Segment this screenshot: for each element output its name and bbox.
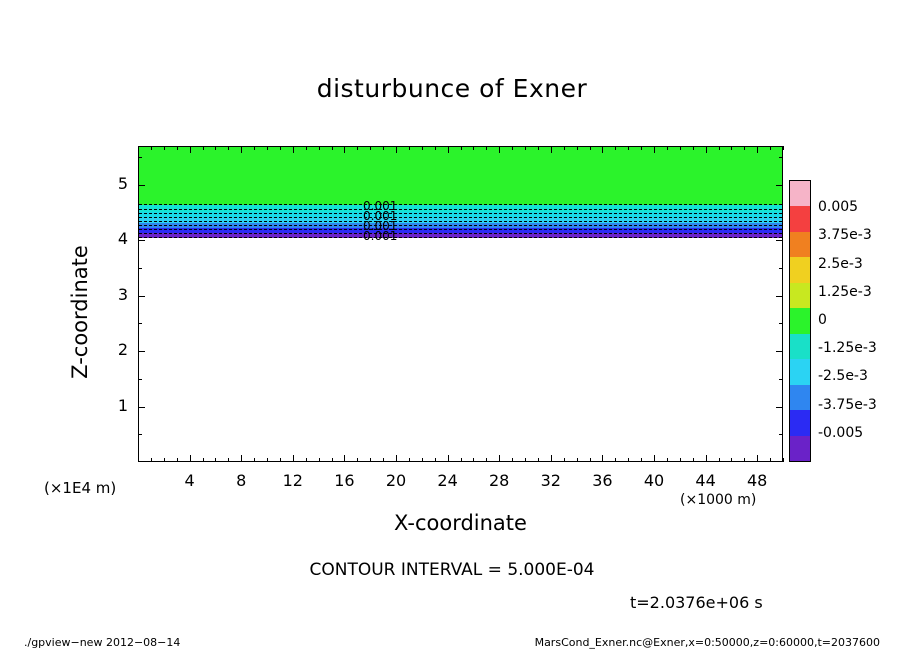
x-tick-label: 8 [236, 471, 247, 490]
contour-line [139, 233, 782, 234]
x-tick [409, 458, 410, 462]
time-label: t=2.0376e+06 s [630, 593, 763, 612]
x-tick [306, 458, 307, 462]
x-tick-label: 12 [282, 471, 303, 490]
x-tick [486, 146, 487, 150]
x-tick [615, 146, 616, 150]
contour-line [139, 237, 782, 238]
x-tick [770, 146, 771, 150]
y-tick [779, 157, 783, 158]
x-tick [744, 458, 745, 462]
contour-value-label: 0.001 [363, 199, 398, 213]
x-tick [203, 146, 204, 150]
y-tick [776, 185, 783, 186]
x-tick [164, 458, 165, 462]
x-tick [602, 455, 603, 462]
x-tick [486, 458, 487, 462]
colorbar-tick-label: 1.25e-3 [818, 283, 872, 300]
colorbar-cell [790, 232, 810, 257]
x-tick [590, 458, 591, 462]
x-tick [190, 455, 191, 462]
x-tick [551, 455, 552, 462]
x-tick [564, 458, 565, 462]
colorbar-tick-label: 3.75e-3 [818, 227, 872, 244]
x-tick [693, 458, 694, 462]
x-tick [280, 146, 281, 150]
x-tick [422, 458, 423, 462]
y-tick [779, 213, 783, 214]
colorbar-cell [790, 181, 810, 206]
y-tick [138, 434, 142, 435]
y-tick-label: 4 [117, 229, 128, 249]
x-tick [564, 146, 565, 150]
color-band-green [139, 147, 782, 205]
x-tick [409, 146, 410, 150]
x-tick [228, 146, 229, 150]
x-tick [293, 146, 294, 153]
contour-value-label: 0.001 [363, 209, 398, 223]
y-tick [138, 268, 142, 269]
x-tick [370, 146, 371, 150]
contour-line [139, 209, 782, 210]
y-tick-label: 3 [117, 284, 128, 304]
colorbar-tick-label: -1.25e-3 [818, 340, 877, 357]
x-tick [215, 146, 216, 150]
contour-line [139, 221, 782, 222]
contour-line [139, 217, 782, 218]
y-tick [776, 407, 783, 408]
page-title: disturbunce of Exner [316, 74, 588, 103]
colorbar-tick-label: -3.75e-3 [818, 396, 877, 413]
x-tick [719, 458, 720, 462]
x-tick [177, 458, 178, 462]
x-tick [357, 458, 358, 462]
x-tick [254, 146, 255, 150]
x-tick [357, 146, 358, 150]
x-tick [473, 146, 474, 150]
x-tick-label: 44 [695, 471, 716, 490]
y-tick [779, 434, 783, 435]
x-tick [203, 458, 204, 462]
contour-line [139, 229, 782, 230]
x-tick [383, 146, 384, 150]
colorbar-cell [790, 308, 810, 333]
x-tick [654, 146, 655, 153]
y-axis-unit-label: (×1E4 m) [44, 479, 117, 497]
x-tick [177, 146, 178, 150]
x-tick [267, 458, 268, 462]
x-tick [461, 458, 462, 462]
footer-left-text: ./gpview−new 2012−08−14 [24, 636, 181, 649]
colorbar-cell [790, 257, 810, 282]
x-tick [499, 455, 500, 462]
x-tick-label: 48 [747, 471, 768, 490]
x-tick [422, 146, 423, 150]
x-tick [654, 455, 655, 462]
x-tick [396, 455, 397, 462]
y-tick-label: 2 [117, 340, 128, 360]
x-tick [435, 146, 436, 150]
y-tick [138, 240, 145, 241]
y-tick-label: 5 [117, 173, 128, 193]
x-tick [164, 146, 165, 150]
x-tick [228, 458, 229, 462]
contour-value-label: 0.001 [363, 219, 398, 233]
y-tick-label: 1 [117, 395, 128, 415]
y-tick [776, 351, 783, 352]
x-tick [448, 146, 449, 153]
x-tick [641, 458, 642, 462]
x-tick-label: 28 [489, 471, 510, 490]
x-tick [667, 146, 668, 150]
x-tick [241, 455, 242, 462]
x-tick [370, 458, 371, 462]
x-tick-label: 4 [184, 471, 195, 490]
colorbar [789, 180, 811, 462]
x-tick [332, 146, 333, 150]
y-tick [779, 323, 783, 324]
colorbar-cell [790, 436, 810, 461]
colorbar-tick-label: 0.005 [818, 199, 859, 216]
colorbar-tick-label: 2.5e-3 [818, 255, 863, 272]
contour-line [139, 225, 782, 226]
x-tick-label: 36 [592, 471, 613, 490]
x-tick [241, 146, 242, 153]
x-tick-label: 24 [437, 471, 458, 490]
x-tick [525, 458, 526, 462]
y-tick [776, 296, 783, 297]
plot-area [138, 146, 783, 462]
x-tick [538, 458, 539, 462]
x-tick [461, 146, 462, 150]
x-tick [344, 455, 345, 462]
footer-right-text: MarsCond_Exner.nc@Exner,x=0:50000,z=0:60000,t=2037600 [534, 636, 880, 649]
colorbar-cell [790, 283, 810, 308]
x-tick [293, 455, 294, 462]
x-tick [306, 146, 307, 150]
y-tick [138, 157, 142, 158]
x-tick [770, 458, 771, 462]
y-tick [138, 379, 142, 380]
color-band-empty [139, 238, 782, 462]
x-tick [680, 146, 681, 150]
x-tick [719, 146, 720, 150]
x-tick-label: 20 [385, 471, 407, 490]
colorbar-cell [790, 385, 810, 410]
x-tick [151, 146, 152, 150]
x-tick [396, 146, 397, 153]
x-tick [731, 146, 732, 150]
x-tick [383, 458, 384, 462]
x-tick [783, 146, 784, 150]
colorbar-tick-label: 0 [818, 312, 827, 328]
x-tick [706, 455, 707, 462]
x-tick [577, 146, 578, 150]
x-tick [254, 458, 255, 462]
x-tick [344, 146, 345, 153]
x-tick [435, 458, 436, 462]
x-tick-label: 40 [643, 471, 665, 490]
x-tick [577, 458, 578, 462]
x-tick [319, 458, 320, 462]
x-tick [731, 458, 732, 462]
x-axis-unit-label: (×1000 m) [680, 492, 757, 508]
x-tick [693, 146, 694, 150]
x-tick [319, 146, 320, 150]
contour-interval-text: CONTOUR INTERVAL = 5.000E-04 [309, 560, 595, 580]
x-tick [628, 146, 629, 150]
x-tick [499, 146, 500, 153]
x-tick [757, 146, 758, 153]
y-tick [138, 296, 145, 297]
x-tick [215, 458, 216, 462]
y-tick [779, 379, 783, 380]
x-tick [267, 146, 268, 150]
y-tick [138, 351, 145, 352]
contour-line [139, 213, 782, 214]
colorbar-tick-label: -0.005 [818, 424, 864, 441]
colorbar-cell [790, 359, 810, 384]
y-tick [776, 240, 783, 241]
y-axis-title: Z-coordinate [68, 245, 92, 379]
y-tick [138, 323, 142, 324]
x-tick [744, 146, 745, 150]
x-tick [473, 458, 474, 462]
x-tick [706, 146, 707, 153]
x-tick [667, 458, 668, 462]
x-tick [757, 455, 758, 462]
x-tick [190, 146, 191, 153]
y-tick [138, 185, 145, 186]
x-tick [783, 458, 784, 462]
x-tick [332, 458, 333, 462]
x-tick [628, 458, 629, 462]
x-tick [538, 146, 539, 150]
x-tick [680, 458, 681, 462]
colorbar-tick-label: -2.5e-3 [818, 368, 868, 385]
colorbar-cell [790, 206, 810, 231]
x-tick [602, 146, 603, 153]
x-tick-label: 32 [540, 471, 561, 490]
x-tick-label: 16 [334, 471, 355, 490]
colorbar-cell [790, 410, 810, 435]
y-tick [138, 407, 145, 408]
x-tick [551, 146, 552, 153]
x-tick [615, 458, 616, 462]
x-tick [448, 455, 449, 462]
x-tick [512, 146, 513, 150]
x-tick [590, 146, 591, 150]
x-axis-title: X-coordinate [394, 511, 527, 535]
y-tick [779, 268, 783, 269]
contour-value-label: 0.001 [363, 229, 398, 243]
colorbar-cell [790, 334, 810, 359]
x-tick [525, 146, 526, 150]
x-tick [641, 146, 642, 150]
x-tick [151, 458, 152, 462]
contour-line [139, 204, 782, 205]
x-tick [512, 458, 513, 462]
y-tick [138, 213, 142, 214]
x-tick [280, 458, 281, 462]
